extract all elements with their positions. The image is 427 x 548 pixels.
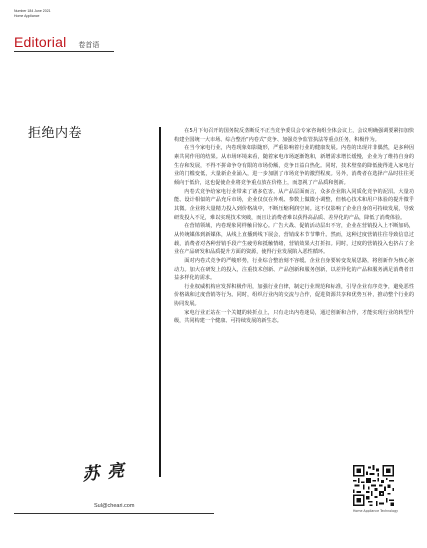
article-body — [174, 127, 414, 326]
article-paragraph: 在5月下旬召开的国务院反垄断反不正当竞争委员会专家咨询组全体会议上，会议明确强调要紧扣加快构建全国统一大市场、综合整治“内卷式”竞争、加强竞争监管执法等重点任务，积极作为。 — [174, 128, 414, 143]
article-paragraph: 家电行业正站在一个关键的转折点上，只有走出内卷迷局，通过创新和合作，才能实现行业的转型升级，共同构建一个健康、可持续发展的新生态。 — [174, 309, 414, 325]
section-title-zh: 卷首语 — [78, 41, 100, 49]
header-divider — [14, 51, 114, 52]
article-paragraph: 在当今家电行业，内卷现象如影随形，严重影响着行业的健康发展。内卷的出现并非偶然，是多种因素共同作用的结果。从市场环境来看，随着家电市场逐渐饱和，新增需求增长缓慢，企业为了维持自身的生存和发展，不得不拼命争夺有限的市场份额，竞争日益白热化。同时，技术壁垒的降低使得进入家电行业的门槛变低，大量新企业涌入，进一步加剧了市场竞争的激烈程度。另外，消费者在选择产品时往往更倾向于低价，这也促使企业将竞争重点放在价格上，而忽视了产品质和创新。 — [174, 145, 414, 186]
article-paragraph: 面对内卷式竞争的严峻形势，行业综合整治刻不容缓。企业自身要转变发展思路，将创新作为核心驱动力。加大在研发上的投入，注重技术创新、产品创新和服务创新，以差异化的产品和服务满足消费者日益多样化的需求。 — [174, 257, 414, 282]
article-paragraph: 在营销领域，内卷现象同样触目惊心。广告大战、促销活动层出不穷，企业在营销投入上不断加码，从传统媒体到新媒体，从线上直播到线下展会，营销成本节节攀升。然而，这种过度营销往往导致信息过载，消费者对各种营销手段产生疲劳和抵触情绪，营销效果大打折扣。同时，过度的营销投入也挤占了企业在产品研发和品质提升方面的资源，使得行业发展陷入恶性循环。 — [174, 223, 414, 256]
author-email-link[interactable]: Sul@cheari.com — [94, 503, 135, 509]
page-title: 拒绝内卷 — [28, 126, 83, 141]
magazine-name-line: Home Appliance — [14, 14, 40, 18]
vertical-divider — [159, 127, 161, 477]
qr-code-icon — [353, 465, 394, 506]
article-paragraph: 内卷式竞争给家电行业带来了诸多危害。从产品层面而言，众多企业陷入同质化竞争的泥沼。大量功能、设计相似的产品充斥市场，企业仅仅在外观、参数上做微小调整，但核心技术和用户体验的提升微乎其微。企业将大量精力投入到价格战中，不断压缩利润空间。这不仅影响了企业自身的可持续发展，导致研发投入不足，难以实现技术突破，而且让消费者难以获得高品质、差异化的产品，降低了消费体验。 — [174, 188, 414, 221]
author-signature: 苏 亮 — [81, 460, 127, 486]
footer-divider — [14, 513, 214, 514]
issue-number-line: Number 184 June 2021 — [14, 9, 51, 13]
section-title-en: Editorial — [14, 34, 67, 50]
article-paragraph: 行业权威机构应发挥积极作用，加强行业自律，制定行业规范和标准，引导企业有序竞争，避免恶性价格战和过度营销等行为。同时，组织行业内的交流与合作，促进资源共享和优势互补，推动整个行业的协同发展。 — [174, 283, 414, 308]
qr-caption: Home Appliance Technology — [353, 509, 398, 513]
section-header — [14, 34, 99, 50]
